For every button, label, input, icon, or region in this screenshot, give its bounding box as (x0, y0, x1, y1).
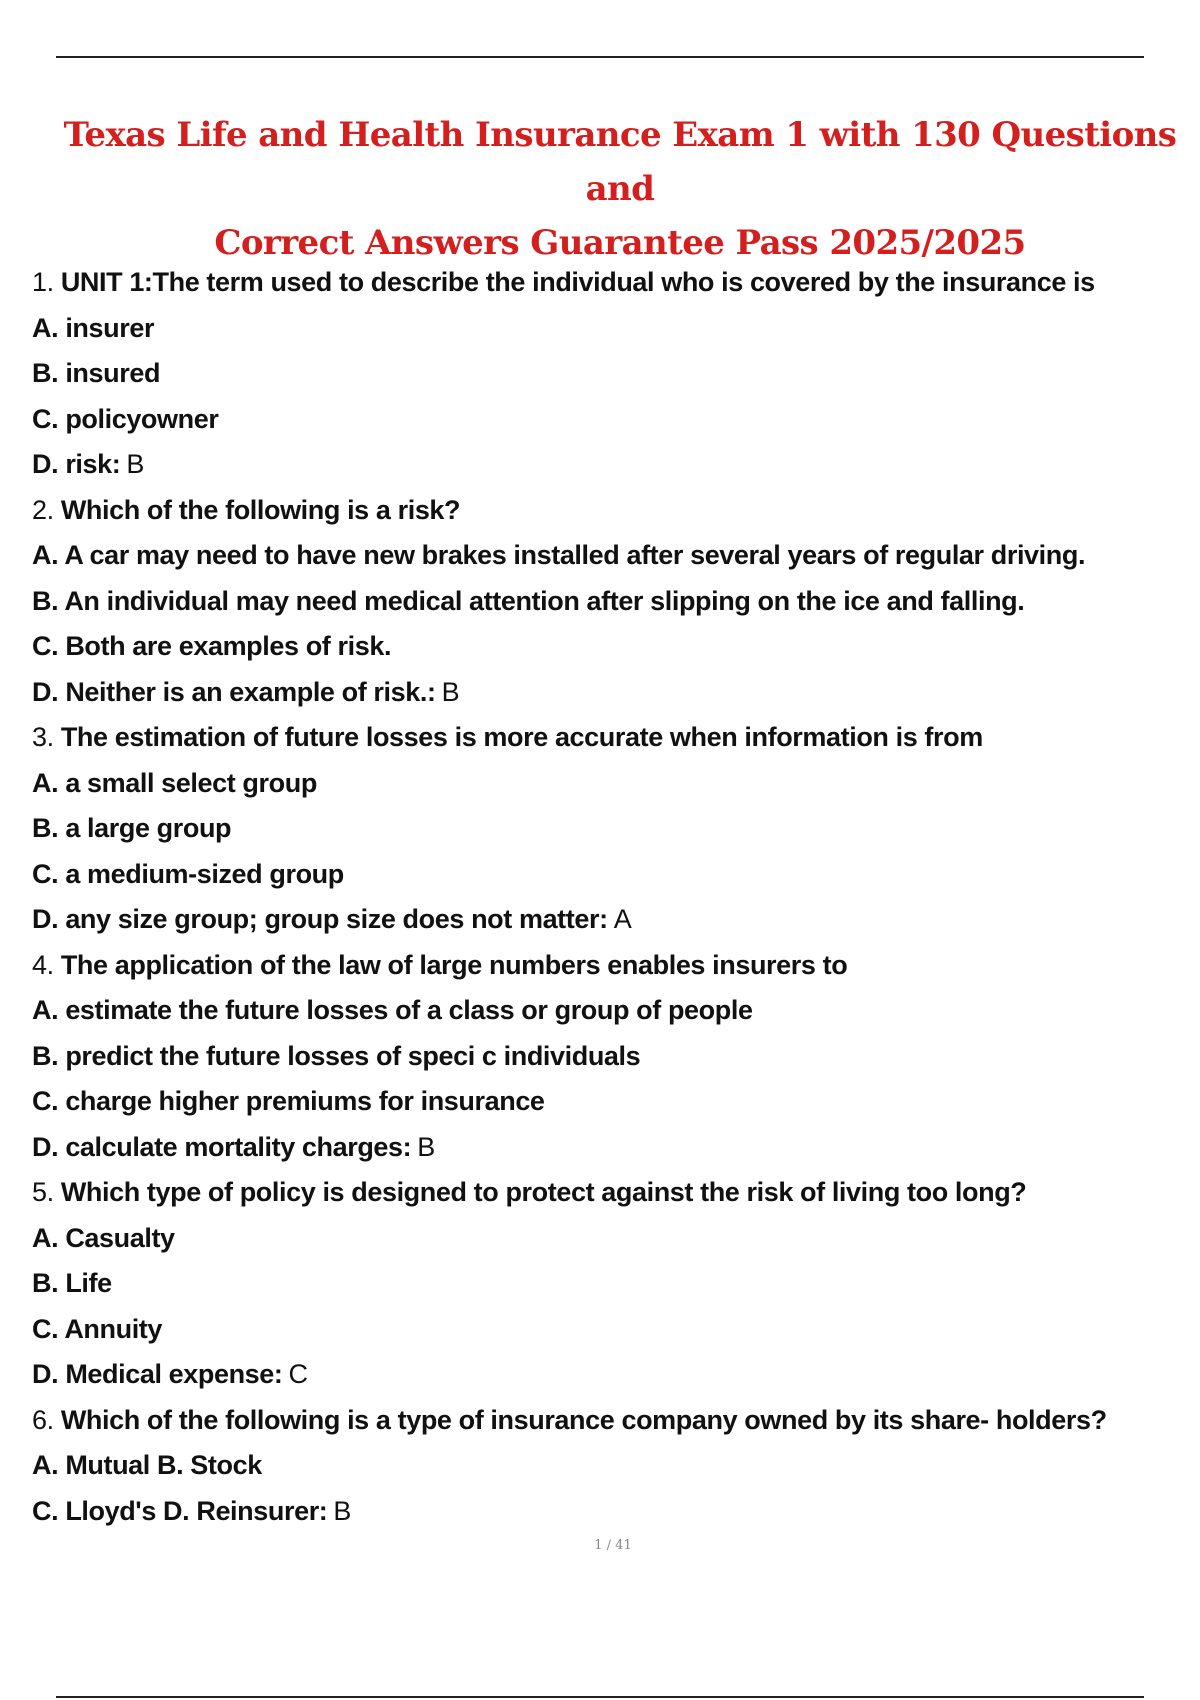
option-line (32, 897, 1182, 943)
option-label: D. (32, 1359, 59, 1389)
option-line (32, 624, 1182, 670)
bottom-rule (56, 1696, 1144, 1698)
answer-key: B (126, 449, 144, 479)
question-list (32, 260, 1182, 1534)
option-label: B. (32, 1268, 59, 1298)
top-rule (56, 56, 1144, 58)
option-line (32, 1261, 1182, 1307)
option-line (32, 852, 1182, 898)
option-line (32, 1352, 1182, 1398)
document-title (40, 108, 1200, 270)
option-text: Lloyd's D. Reinsurer: (65, 1495, 328, 1526)
option-line (32, 1307, 1182, 1353)
option-label: A. (32, 767, 59, 798)
option-label: C. (32, 403, 59, 434)
option-line (32, 670, 1182, 716)
option-line (32, 806, 1182, 852)
option-text: insured (65, 358, 161, 388)
option-line (32, 397, 1182, 443)
question-text: Which type of policy is designed to protect against the risk of living too long? (60, 1177, 1027, 1207)
option-text: calculate mortality charges: (65, 1131, 412, 1162)
option-text: Mutual B. Stock (65, 1450, 262, 1480)
option-text: A car may need to have new brakes installed after several years of regular driving. (64, 540, 1086, 570)
question-number: 3. (32, 722, 54, 752)
option-text: An individual may need medical attention after slipping on the ice and falling. (64, 585, 1025, 616)
question-text: Which of the following is a type of insurance company owned by its share- holders? (60, 1404, 1107, 1435)
option-label: A. (32, 312, 59, 343)
option-text: a medium-sized group (65, 858, 344, 889)
option-text: insurer (65, 312, 155, 343)
option-line (32, 351, 1182, 397)
option-label: C. (32, 631, 59, 661)
option-text: Casualty (65, 1222, 175, 1253)
option-line (32, 1489, 1182, 1535)
question-line (32, 1170, 1182, 1216)
question-number: 2. (32, 494, 54, 525)
option-text: risk: (65, 449, 121, 479)
title-line-2: Correct Answers Guarantee Pass 2025/2025 (214, 223, 1026, 263)
option-text: a large group (65, 813, 232, 843)
option-label: D. (32, 1131, 59, 1162)
option-line (32, 306, 1182, 352)
question-number: 5. (32, 1177, 54, 1207)
answer-key: C (288, 1359, 308, 1389)
question-number: 6. (32, 1404, 54, 1435)
answer-key: B (417, 1131, 435, 1162)
option-line (32, 1034, 1182, 1080)
answer-key: A (613, 904, 632, 934)
option-label: A. (32, 1222, 59, 1253)
option-label: D. (32, 449, 59, 479)
option-line (32, 1125, 1182, 1171)
option-text: Life (65, 1268, 112, 1298)
option-label: A. (32, 1450, 59, 1480)
option-line (32, 1079, 1182, 1125)
option-text: any size group; group size does not matter: (65, 904, 608, 934)
option-label: B. (32, 358, 59, 388)
option-label: B. (32, 1040, 59, 1071)
option-line (32, 442, 1182, 488)
option-line (32, 1216, 1182, 1262)
option-label: D. (32, 676, 59, 707)
question-number: 1. (32, 267, 54, 297)
question-text: The estimation of future losses is more accurate when information is from (60, 722, 983, 752)
option-text: charge higher premiums for insurance (65, 1086, 545, 1116)
option-line (32, 579, 1182, 625)
option-line (32, 761, 1182, 807)
question-number: 4. (32, 949, 54, 980)
title-line-1: Texas Life and Health Insurance Exam 1 with 130 Questions and (63, 115, 1177, 209)
question-line (32, 260, 1182, 306)
option-text: Annuity (64, 1313, 162, 1344)
option-text: Both are examples of risk. (65, 631, 392, 661)
option-text: Neither is an example of risk.: (65, 676, 436, 707)
question-line (32, 1398, 1182, 1444)
option-label: A. (32, 540, 59, 570)
option-line (32, 988, 1182, 1034)
option-label: C. (32, 1313, 59, 1344)
option-label: C. (32, 858, 59, 889)
option-label: D. (32, 904, 59, 934)
option-label: A. (32, 995, 59, 1025)
answer-key: B (441, 676, 460, 707)
question-line (32, 488, 1182, 534)
question-line (32, 715, 1182, 761)
question-text: UNIT 1:The term used to describe the individual who is covered by the insurance is (60, 267, 1095, 297)
question-text: Which of the following is a risk? (60, 494, 461, 525)
option-text: Medical expense: (65, 1359, 283, 1389)
option-text: policyowner (65, 403, 219, 434)
question-line (32, 943, 1182, 989)
option-text: predict the future losses of speci c individuals (65, 1040, 641, 1071)
option-text: estimate the future losses of a class or group of people (65, 995, 753, 1025)
option-label: C. (32, 1495, 59, 1526)
option-label: B. (32, 585, 59, 616)
option-line (32, 533, 1182, 579)
answer-key: B (333, 1495, 351, 1526)
option-text: a small select group (65, 767, 317, 798)
option-label: B. (32, 813, 59, 843)
page-number: 1 / 41 (594, 1538, 632, 1553)
option-label: C. (32, 1086, 59, 1116)
option-line (32, 1443, 1182, 1489)
question-text: The application of the law of large numbers enables insurers to (60, 949, 848, 980)
